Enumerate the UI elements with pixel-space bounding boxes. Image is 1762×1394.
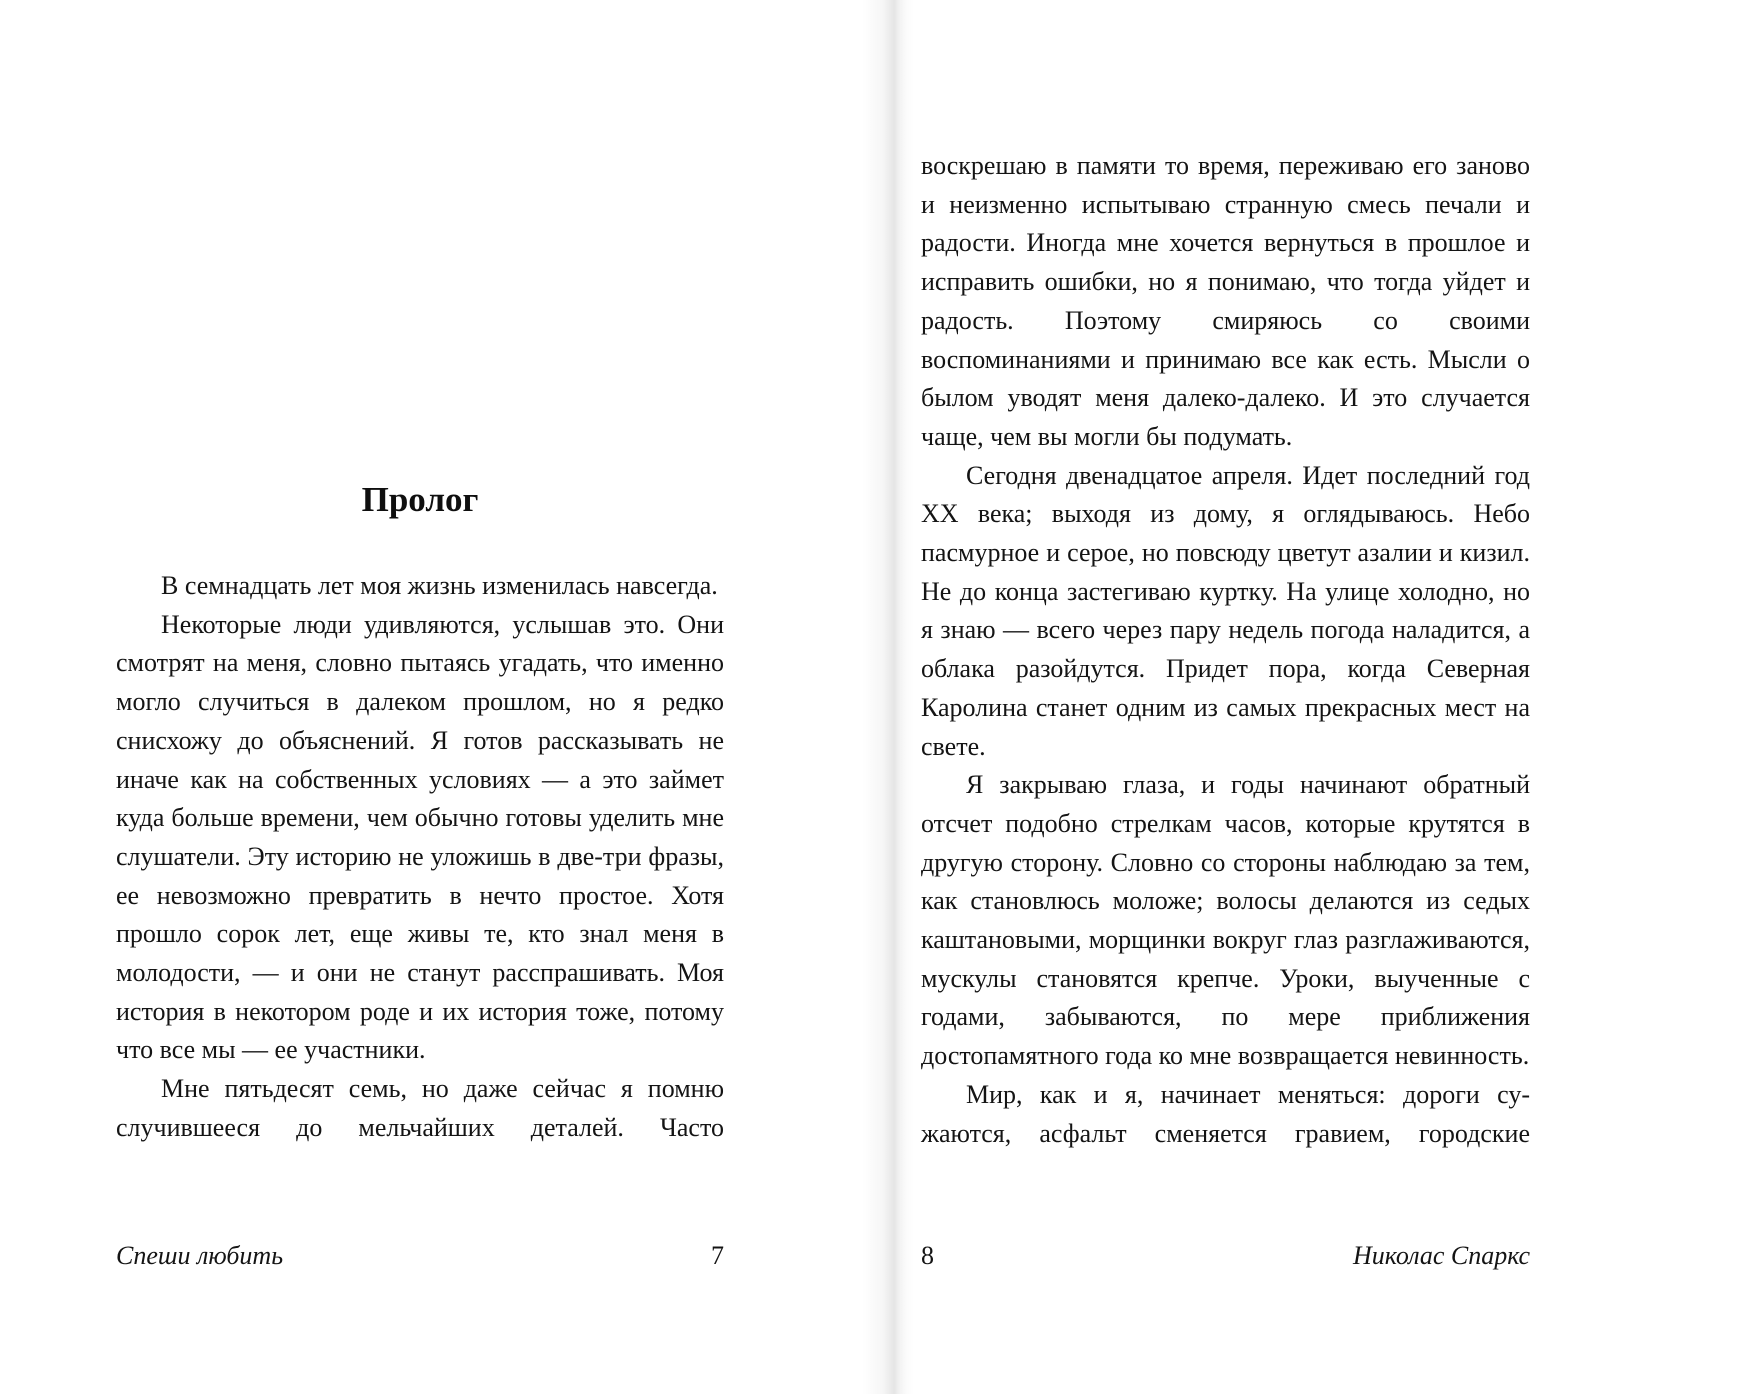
right-page — [880, 0, 1762, 1394]
paragraph: Мир, как и я, начинает меняться: дороги сужаются, асфальт сменяется гравием, городские — [921, 1079, 1530, 1148]
right-page-text — [921, 147, 1530, 1153]
paragraph: Мне пятьдесят семь, но даже сейчас я помню случившееся до мельчайших деталей. Часто — [116, 1074, 724, 1142]
page-number: 7 — [711, 1241, 724, 1270]
running-footer-title: Спеши любить — [116, 1241, 284, 1270]
paragraph: Я закрываю глаза, и годы начинают обратный отсчет подобно стрелкам часов, которые крутятся в другую сторону. Словно со стороны наблюдаю за тем, как становлюсь моложе; волосы делаются из седых каштановыми, морщинки вокруг глаз разглаживаются, мускулы становятся крепче. Уроки, выученные с годами, забываются, по мере приближения достопамятного года ко мне возвращается невинность. — [921, 770, 1530, 1071]
paragraph: воскрешаю в памяти то время, переживаю его заново и неизменно испытываю странную смесь печали и радости. Иногда мне хочется вернуться в прошлое и исправить ошибки, но я понимаю, что тогда уйдет и радость. Поэтому смиряюсь со своими воспоминаниями и принимаю все как есть. Мысли о былом уводят меня далеко-далеко. И это случается чаще, чем вы могли бы подумать. — [921, 151, 1530, 451]
page-number: 8 — [921, 1241, 934, 1270]
chapter-heading: Пролог — [361, 480, 479, 519]
left-page — [0, 0, 880, 1394]
running-footer-author: Николас Спаркс — [1352, 1241, 1530, 1270]
paragraph: Сегодня двенадцатое апреля. Идет последний год XX века; выходя из дому, я оглядываюсь. Небо пасмурное и серое, но повсюду цветут азалии и кизил. Не до конца застегиваю куртку. На улице холодно, но я знаю — всего через пару недель погода наладится, а облака разойдутся. Придет пора, когда Северная Каролина станет одним из самых прекрасных мест на свете. — [921, 460, 1530, 761]
paragraph: Некоторые люди удивляются, услышав это. Они смотрят на меня, словно пытаясь угадать, что именно могло случиться в далеком прошлом, но я редко снисхожу до объяснений. Я готов рассказывать не иначе как на собственных условиях — а это займет куда больше времени, чем обычно готовы уделить мне слушатели. Эту историю не уложишь в две-три фразы, ее невозможно превратить в нечто простое. Хотя прошло сорок лет, еще живы те, кто знал меня в молодости, — и они не станут расспрашивать. Моя история в некотором роде и их история тоже, потому что все мы — ее участники. — [116, 609, 724, 1065]
left-page-text — [116, 567, 724, 1148]
paragraph: В семнадцать лет моя жизнь изменилась навсегда. — [161, 571, 718, 600]
